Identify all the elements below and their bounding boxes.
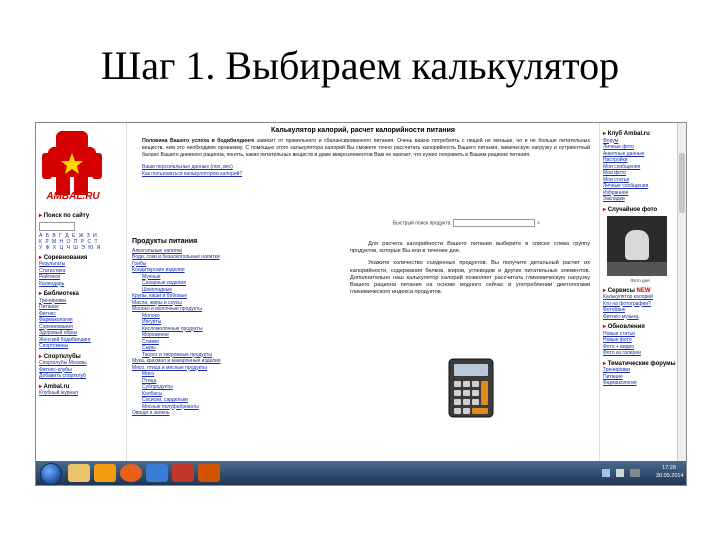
club-link[interactable]: Личные сообщения (603, 183, 649, 189)
how-to-use-link[interactable]: Как пользоваться калькулятором калорий? (142, 170, 243, 177)
product-category-link[interactable]: Молоко и молочные продукты (132, 306, 202, 312)
sidebar-link[interactable]: Спортсмены (39, 343, 69, 349)
sidebar-link[interactable]: Клубный журнал (39, 390, 78, 396)
product-subcategory-link[interactable]: Птица (142, 377, 157, 384)
product-subcategory-link[interactable]: Сыры (142, 345, 156, 351)
sidebar-link[interactable]: Питание (39, 304, 59, 310)
product-subcategory-link[interactable]: Сливки (142, 338, 159, 345)
product-category-link[interactable]: Кондитерские изделия (132, 267, 185, 273)
forum-link[interactable]: Питание (603, 373, 623, 380)
site-search-input[interactable] (39, 222, 75, 231)
alphabet-row-2[interactable]: К Л М Н О П Р С Т (39, 238, 99, 245)
random-photo[interactable] (607, 216, 667, 276)
page-title: Калькулятор калорий, расчет калорийности питания (271, 127, 455, 134)
product-subcategory-link[interactable]: Творог и творожные продукты (142, 351, 212, 358)
logo-text: AMBAL.RU (46, 191, 100, 202)
sidebar-link[interactable]: Здоровый образ (39, 330, 78, 336)
club-link[interactable]: Мои статьи (603, 176, 630, 183)
calculator-description (350, 241, 590, 301)
sidebar-link[interactable]: Фитнес-клубы (39, 366, 72, 373)
update-link[interactable]: Фото из галереи (603, 350, 641, 356)
sidebar-link[interactable]: Статистика (39, 267, 66, 274)
alphabet-row-3[interactable]: У Ф Х Ц Ч Ш Э Ю Я (39, 244, 102, 251)
product-subcategory-link[interactable]: Субпродукты (142, 384, 173, 390)
description-paragraph: Укажите количество съеденных продуктов, Вы получите детальный расчет их калорийности, содержания белков, жиров, углеводов и других питательных элементов. Дополнительно наш калькулятор калорий позволяет рассчитать гликемическую нагрузку Вашего рациона питания на основе модного сейчас в употреблении диетологами гликемического индекса продуктов. (350, 260, 590, 296)
sidebar-link[interactable]: Фитнес (39, 310, 56, 317)
sidebar-link[interactable]: Спортклубы Москвы (39, 360, 87, 366)
explorer-icon[interactable] (68, 464, 90, 482)
club-link[interactable]: Избранное (603, 189, 629, 196)
section-heading: ▸ Ambal.ru (39, 383, 70, 390)
product-items (132, 248, 342, 417)
forum-link[interactable]: Фармакология (603, 380, 637, 386)
product-category-link[interactable]: Крупы, каши и бобовые (132, 293, 187, 299)
section-title: Библиотека (43, 291, 79, 297)
product-category-link[interactable]: Мясо, птица и мясные продукты (132, 364, 207, 371)
media-player-icon[interactable] (94, 464, 116, 482)
club-link[interactable]: Мои фото (603, 170, 626, 176)
services-heading: ▸ Сервисы NEW (603, 287, 651, 294)
service-link[interactable]: Фотобанк (603, 307, 625, 313)
club-title: Клуб Ambal.ru (607, 131, 650, 137)
update-link[interactable]: Новые статьи (603, 330, 635, 337)
section-heading: ▸ Библиотека (39, 291, 79, 297)
screenshot-frame (35, 122, 687, 486)
product-subcategory-link[interactable]: Молоко (142, 312, 160, 319)
product-subcategory-link[interactable]: Шоколадные (142, 286, 173, 293)
club-link[interactable]: Мои сообщения (603, 163, 641, 170)
photo-caption: Фото дня (630, 278, 650, 283)
language-icon[interactable] (630, 469, 640, 477)
products-list (132, 239, 342, 417)
search-heading-label: Поиск по сайту (43, 213, 90, 219)
search-icon[interactable]: ⌕ (536, 220, 541, 227)
section-heading: ▸ Соревнования (39, 254, 88, 261)
product-subcategory-link[interactable]: Йогурты (142, 319, 162, 325)
main-content (128, 123, 598, 461)
slide-title: Шаг 1. Выбираем калькулятор (100, 43, 620, 88)
description-paragraph: Для расчета калорийности Вашего питания выберите в списке слева группу продуктов, которые Вы ели в течение дня. (350, 241, 590, 255)
service-link[interactable]: Кто на фотографии? (603, 300, 651, 307)
left-sidebar (36, 123, 127, 461)
club-link[interactable]: Форум (603, 137, 619, 144)
start-button[interactable] (40, 463, 62, 485)
intro-paragraph (142, 138, 590, 158)
products-title: Продукты питания (132, 238, 198, 245)
clock-date: 30.09.2014 (656, 473, 684, 479)
app-icon[interactable] (172, 464, 194, 482)
update-link[interactable]: Фото + видео (603, 343, 635, 350)
product-category-link[interactable]: Мука, крахмал и макаронные изделия (132, 358, 221, 364)
sidebar-link[interactable]: Тренировки (39, 297, 67, 304)
calculator-icon (448, 358, 494, 418)
product-subcategory-link[interactable]: Мучные (142, 273, 161, 280)
volume-icon[interactable] (616, 469, 624, 477)
powerpoint-icon[interactable] (198, 464, 220, 482)
club-heading: ▸ Клуб Ambal.ru (603, 131, 650, 137)
product-subcategory-link[interactable]: Мороженое (142, 332, 169, 338)
sidebar-link[interactable]: Рейтинги (39, 274, 61, 280)
product-category-link[interactable]: Води, соки и безалкогольные напитки (132, 254, 220, 260)
system-tray (562, 464, 682, 482)
product-subcategory-link[interactable]: Мясо (142, 371, 155, 377)
sidebar-link[interactable]: Соревнования (39, 323, 73, 330)
updates-title: Обновления (607, 324, 645, 330)
intro-bold: Половина Вашего успеха в бодибилдинге (142, 138, 255, 144)
club-link[interactable]: Настройки (603, 157, 628, 163)
sidebar-link[interactable]: Результаты (39, 261, 66, 267)
forum-link[interactable]: Тренировки (603, 367, 631, 373)
product-subcategory-link[interactable]: Кисломолочные продукты (142, 325, 203, 332)
club-link[interactable]: Личные фото (603, 144, 635, 150)
service-link[interactable]: Фитнес-музыка (603, 313, 639, 320)
product-search (393, 219, 540, 227)
club-link[interactable]: Закладки (603, 196, 625, 202)
taskbar-clock[interactable] (656, 464, 682, 480)
sidebar-link[interactable]: Фармакология (39, 317, 73, 323)
section-title: Соревнования (43, 254, 88, 261)
product-category-link[interactable]: Масла, жиры и соусы (132, 299, 182, 306)
alphabet-row-1[interactable]: А Б В Г Д Е Ж З И (39, 232, 98, 239)
product-subcategory-link[interactable]: Колбасы (142, 390, 163, 397)
product-search-input[interactable] (453, 219, 535, 227)
photo-title: Случайное фото (607, 206, 658, 213)
top-links (142, 164, 598, 177)
windows-taskbar (36, 461, 686, 485)
section-heading: ▸ Спортклубы (39, 353, 81, 360)
product-subcategory-link[interactable]: Сахарные изделия (142, 280, 186, 286)
left-sidebar-body (39, 209, 125, 397)
page-scrollbar[interactable] (677, 123, 687, 461)
scrollbar-thumb[interactable] (679, 153, 685, 213)
product-category-link[interactable]: Овощи и зелень (132, 410, 170, 416)
sidebar-link[interactable]: Женский бодибилдинг (39, 336, 91, 343)
product-subcategory-link[interactable]: Мясные полуфабрикаты (142, 403, 199, 410)
product-subcategory-link[interactable]: Сосиски, сардельки (142, 397, 188, 403)
network-icon[interactable] (602, 469, 610, 477)
section-title: Ambal.ru (43, 383, 70, 390)
photo-heading: ▸ Случайное фото (603, 206, 658, 213)
firefox-icon[interactable] (120, 464, 142, 482)
clock-time: 17:28 (662, 465, 676, 471)
product-category-link[interactable]: Грибы (132, 260, 147, 267)
updates-heading: ▸ Обновления (603, 324, 645, 330)
forum-heading: ▸ Тематические форумы (603, 360, 676, 367)
sidebar-link[interactable]: Календарь (39, 280, 65, 287)
section-title: Спортклубы (43, 353, 81, 360)
search-heading: ▸ Поиск по сайту (39, 213, 90, 219)
forum-title: Тематические форумы (607, 360, 676, 367)
personal-data-link[interactable]: Ваши персональные данные (пол, вес) (142, 164, 233, 171)
app-icon[interactable] (146, 464, 168, 482)
sidebar-link[interactable]: Добавить спортклуб (39, 373, 87, 379)
club-link[interactable]: Анкетные данные (603, 150, 645, 157)
right-sidebar (599, 123, 678, 461)
product-search-label: Быстрый поиск продукта (393, 220, 451, 227)
intro-text: зависит от правильного и сбалансированного питания. Очень важно потреблять с пищей не меньше, но и не больше питательных веществ, чем это необходимо организму. С помощью этого калькулятора калорий Вы сможете точно рассчитать калорийность Вашего питания, химическую нагрузку и нутриентный баланс Вашего дневного рациона, понять, каких питательных веществ и даже микроэлементов Вам не хватает, что нужно поправить в Вашем рационе питания. (142, 138, 590, 158)
service-link[interactable]: Калькулятор калорий (603, 294, 653, 300)
right-sidebar-body (603, 127, 677, 387)
update-link[interactable]: Новые фото (603, 337, 632, 343)
product-category-link[interactable]: Алкогольные напитки (132, 247, 183, 254)
new-badge: NEW (636, 287, 651, 294)
services-title: Сервисы (607, 287, 635, 294)
